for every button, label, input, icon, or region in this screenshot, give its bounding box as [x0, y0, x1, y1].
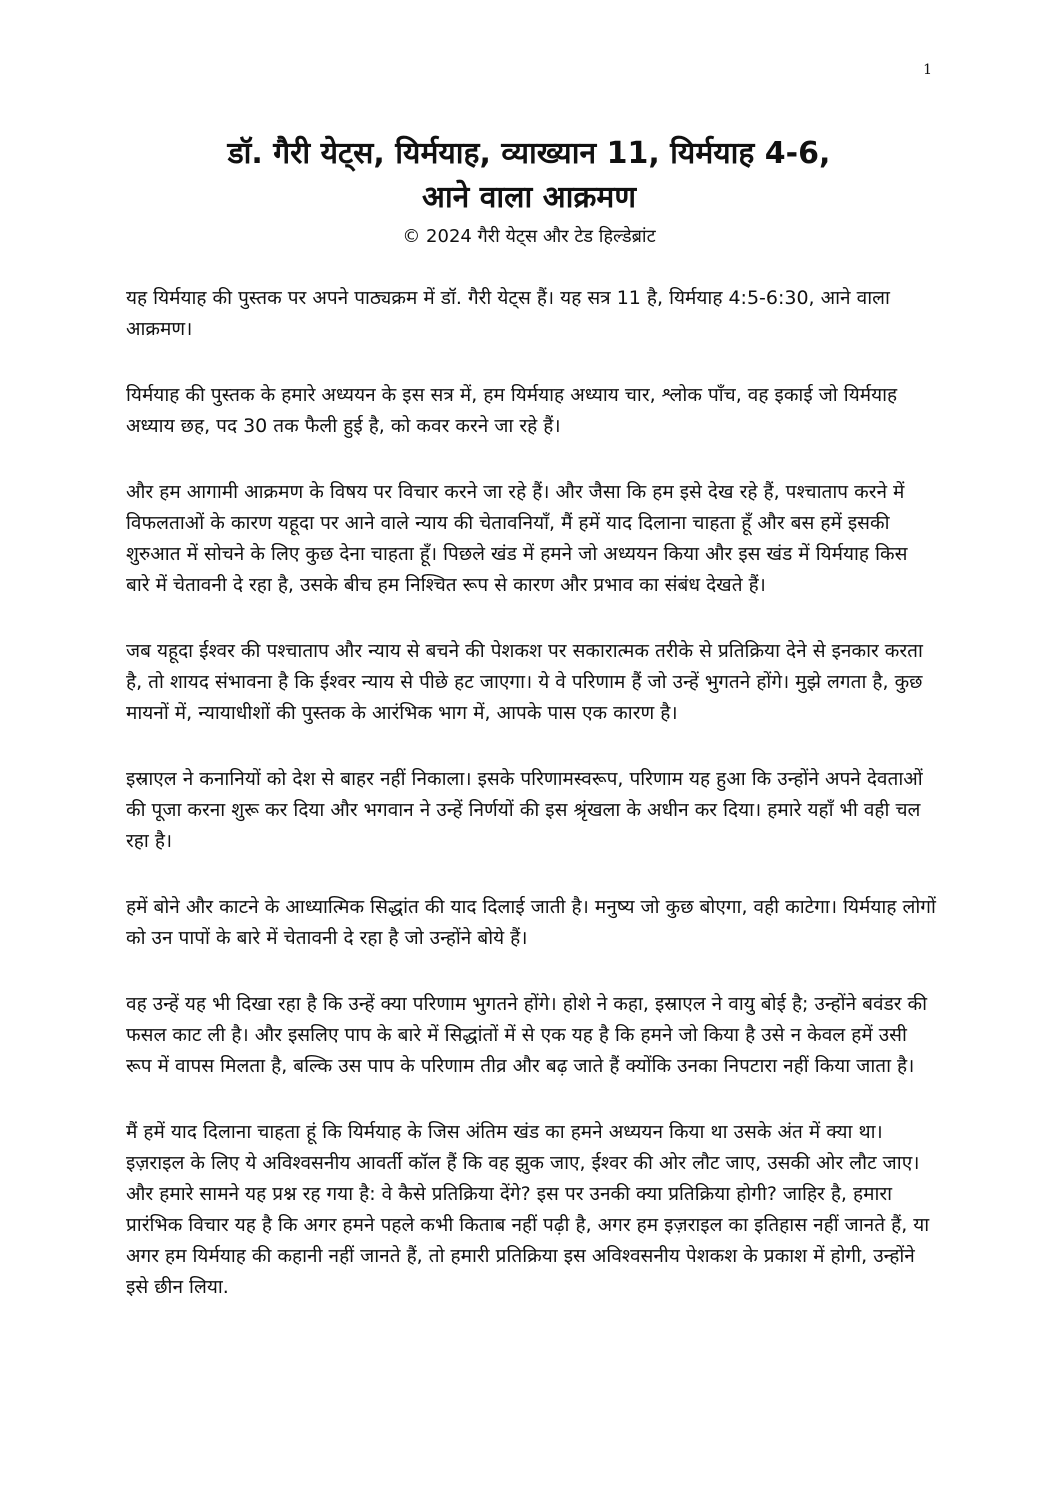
paragraph: हमें बोने और काटने के आध्यात्मिक सिद्धांत की याद दिलाई जाती है। मनुष्य जो कुछ बोएगा, वही काटेगा। यिर्मयाह लोगों को उन पापों के बारे में चेतावनी दे रहा है जो उन्होंने बोये हैं। — [126, 896, 936, 949]
title-line-1: डॉ. गैरी येट्स, यिर्मयाह, व्याख्यान 11, यिर्मयाह 4-6, — [227, 136, 831, 171]
paragraph: मैं हमें याद दिलाना चाहता हूं कि यिर्मयाह के जिस अंतिम खंड का हमने अध्ययन किया था उसके अंत में क्या था। इज़राइल के लिए ये अविश्वसनीय आवर्ती कॉल हैं कि वह झुक जाए, ईश्वर की ओर लौट जाए, उसकी ओर लौट जाए। और हमारे सामने यह प्रश्न रह गया है: वे कैसे प्रतिक्रिया देंगे? इस पर उनकी क्या प्रतिक्रिया होगी? जाहिर है, हमारा प्रारंभिक विचार यह है कि अगर हमने पहले कभी किताब नहीं पढ़ी है, अगर हम इज़राइल का इतिहास नहीं जानते हैं, या अगर हम यिर्मयाह की कहानी नहीं जानते हैं, तो हमारी प्रतिक्रिया इस अविश्वसनीय पेशकश के प्रकाश में होगी, उन्होंने इसे छीन लिया. — [126, 1121, 930, 1298]
copyright-line: © 2024 गैरी येट्स और टेड हिल्डेब्रांट — [402, 226, 656, 247]
document-title — [100, 132, 958, 220]
body-text — [126, 283, 936, 1338]
paragraph: वह उन्हें यह भी दिखा रहा है कि उन्हें क्या परिणाम भुगतने होंगे। होशे ने कहा, इस्राएल ने वायु बोई है; उन्होंने बवंडर की फसल काट ली है। और इसलिए पाप के बारे में सिद्धांतों में से एक यह है कि हमने जो किया है उसे न केवल हमें उसी रूप में वापस मिलता है, बल्कि उस पाप के परिणाम तीव्र और बढ़ जाते हैं क्योंकि उनका निपटारा नहीं किया जाता है। — [126, 993, 928, 1077]
paragraph: इस्राएल ने कनानियों को देश से बाहर नहीं निकाला। इसके परिणामस्वरूप, परिणाम यह हुआ कि उन्होंने अपने देवताओं की पूजा करना शुरू कर दिया और भगवान ने उन्हें निर्णयों की इस श्रृंखला के अधीन कर दिया। हमारे यहाँ भी वही चल रहा है। — [126, 768, 923, 852]
paragraph: यिर्मयाह की पुस्तक के हमारे अध्ययन के इस सत्र में, हम यिर्मयाह अध्याय चार, श्लोक पाँच, वह इकाई जो यिर्मयाह अध्याय छह, पद 30 तक फैली हुई है, को कवर करने जा रहे हैं। — [126, 384, 898, 437]
title-block — [100, 132, 958, 250]
title-line-2: आने वाला आक्रमण — [421, 180, 637, 215]
paragraph: जब यहूदा ईश्वर की पश्चाताप और न्याय से बचने की पेशकश पर सकारात्मक तरीके से प्रतिक्रिया देने से इनकार करता है, तो शायद संभावना है कि ईश्वर न्याय से पीछे हट जाएगा। ये वे परिणाम हैं जो उन्हें भुगतने होंगे। मुझे लगता है, कुछ मायनों में, न्यायाधीशों की पुस्तक के आरंभिक भाग में, आपके पास एक कारण है। — [126, 640, 923, 724]
paragraph: और हम आगामी आक्रमण के विषय पर विचार करने जा रहे हैं। और जैसा कि हम इसे देख रहे हैं, पश्चाताप करने में विफलताओं के कारण यहूदा पर आने वाले न्याय की चेतावनियाँ, मैं हमें याद दिलाना चाहता हूँ और बस हमें इसकी शुरुआत में सोचने के लिए कुछ देना चाहता हूँ। पिछले खंड में हमने जो अध्ययन किया और इस खंड में यिर्मयाह किस बारे में चेतावनी दे रहा है, उसके बीच हम निश्चित रूप से कारण और प्रभाव का संबंध देखते हैं। — [126, 481, 908, 596]
page-number: 1 — [923, 62, 932, 78]
paragraph: यह यिर्मयाह की पुस्तक पर अपने पाठ्यक्रम में डॉ. गैरी येट्स हैं। यह सत्र 11 है, यिर्मयाह 4:5-6:30, आने वाला आक्रमण। — [126, 287, 890, 340]
